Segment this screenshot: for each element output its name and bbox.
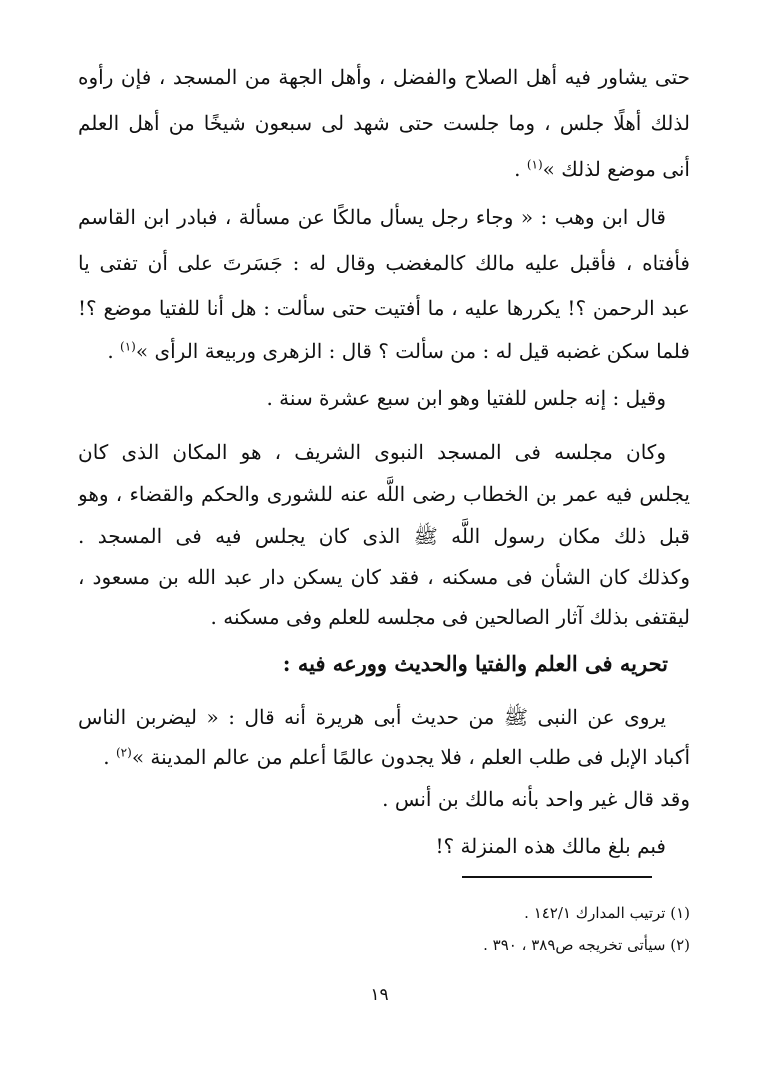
- text-line: وقد قال غير واحد بأنه مالك بن أنس .: [382, 787, 690, 811]
- text-line: يجلس فيه عمر بن الخطاب رضى اللَّه عنه للشورى والحكم والقضاء ، وهو: [78, 482, 690, 506]
- footnote: (٢) سيأتى تخريجه ص٣٨٩ ، ٣٩٠ .: [483, 936, 690, 954]
- text-line: [78, 331, 690, 371]
- text-line: يروى عن النبى ﷺ من حديث أبى هريرة أنه قال : « ليضربن الناس: [78, 705, 666, 729]
- text-line: وكان مجلسه فى المسجد النبوى الشريف ، هو المكان الذى كان: [78, 440, 666, 464]
- line-text: أكباد الإبل فى طلب العلم ، فلا يجدون عالمًا أعلم من عالم المدينة »: [131, 745, 690, 769]
- end-punctuation: .: [514, 157, 521, 181]
- line-text: أنى موضع لذلك »: [542, 157, 690, 181]
- text-line: لذلك أهلًا جلس ، وما جلست حتى شهد لى سبعون شيخًا من أهل العلم: [78, 111, 690, 135]
- footnote-marker: (٢): [115, 745, 132, 760]
- text-line: قبل ذلك مكان رسول اللَّه ﷺ الذى كان يجلس فيه فى المسجد .: [78, 524, 690, 548]
- page-number: ١٩: [370, 985, 389, 1005]
- text-line: وقيل : إنه جلس للفتيا وهو ابن سبع عشرة سنة .: [266, 386, 666, 410]
- line-text: فلما سكن غضبه قيل له : من سألت ؟ قال : الزهرى وربيعة الرأى »: [135, 339, 690, 363]
- text-line: وكذلك كان الشأن فى مسكنه ، فقد كان يسكن دار عبد الله بن مسعود ،: [78, 565, 690, 589]
- footnote-separator: [462, 876, 652, 878]
- text-line: عبد الرحمن ؟! يكررها عليه ، ما أفتيت حتى سألت : هل أنا للفتيا موضع ؟!: [78, 296, 690, 320]
- end-punctuation: .: [107, 339, 114, 363]
- section-heading: تحريه فى العلم والفتيا والحديث وورعه فيه :: [282, 651, 668, 676]
- footnote-marker: (١): [120, 339, 136, 354]
- text-line: قال ابن وهب : « وجاء رجل يسأل مالكًا عن مسألة ، فبادر ابن القاسم: [78, 205, 666, 229]
- text-line: ليقتفى بذلك آثار الصالحين فى مجلسه للعلم وفى مسكنه .: [210, 605, 690, 629]
- text-line: [78, 149, 690, 189]
- text-line: فأفتاه ، فأقبل عليه مالك كالمغضب وقال له : جَسَرتَ على أن تفتى يا: [78, 251, 690, 275]
- text-line: فبم بلغ مالك هذه المنزلة ؟!: [435, 834, 666, 858]
- text-line: [78, 737, 690, 777]
- footnote: (١) ترتيب المدارك ١٤٢/١ .: [524, 904, 690, 922]
- end-punctuation: .: [103, 745, 110, 769]
- footnote-marker: (١): [526, 157, 543, 172]
- text-line: حتى يشاور فيه أهل الصلاح والفضل ، وأهل الجهة من المسجد ، فإن رأوه: [78, 65, 690, 89]
